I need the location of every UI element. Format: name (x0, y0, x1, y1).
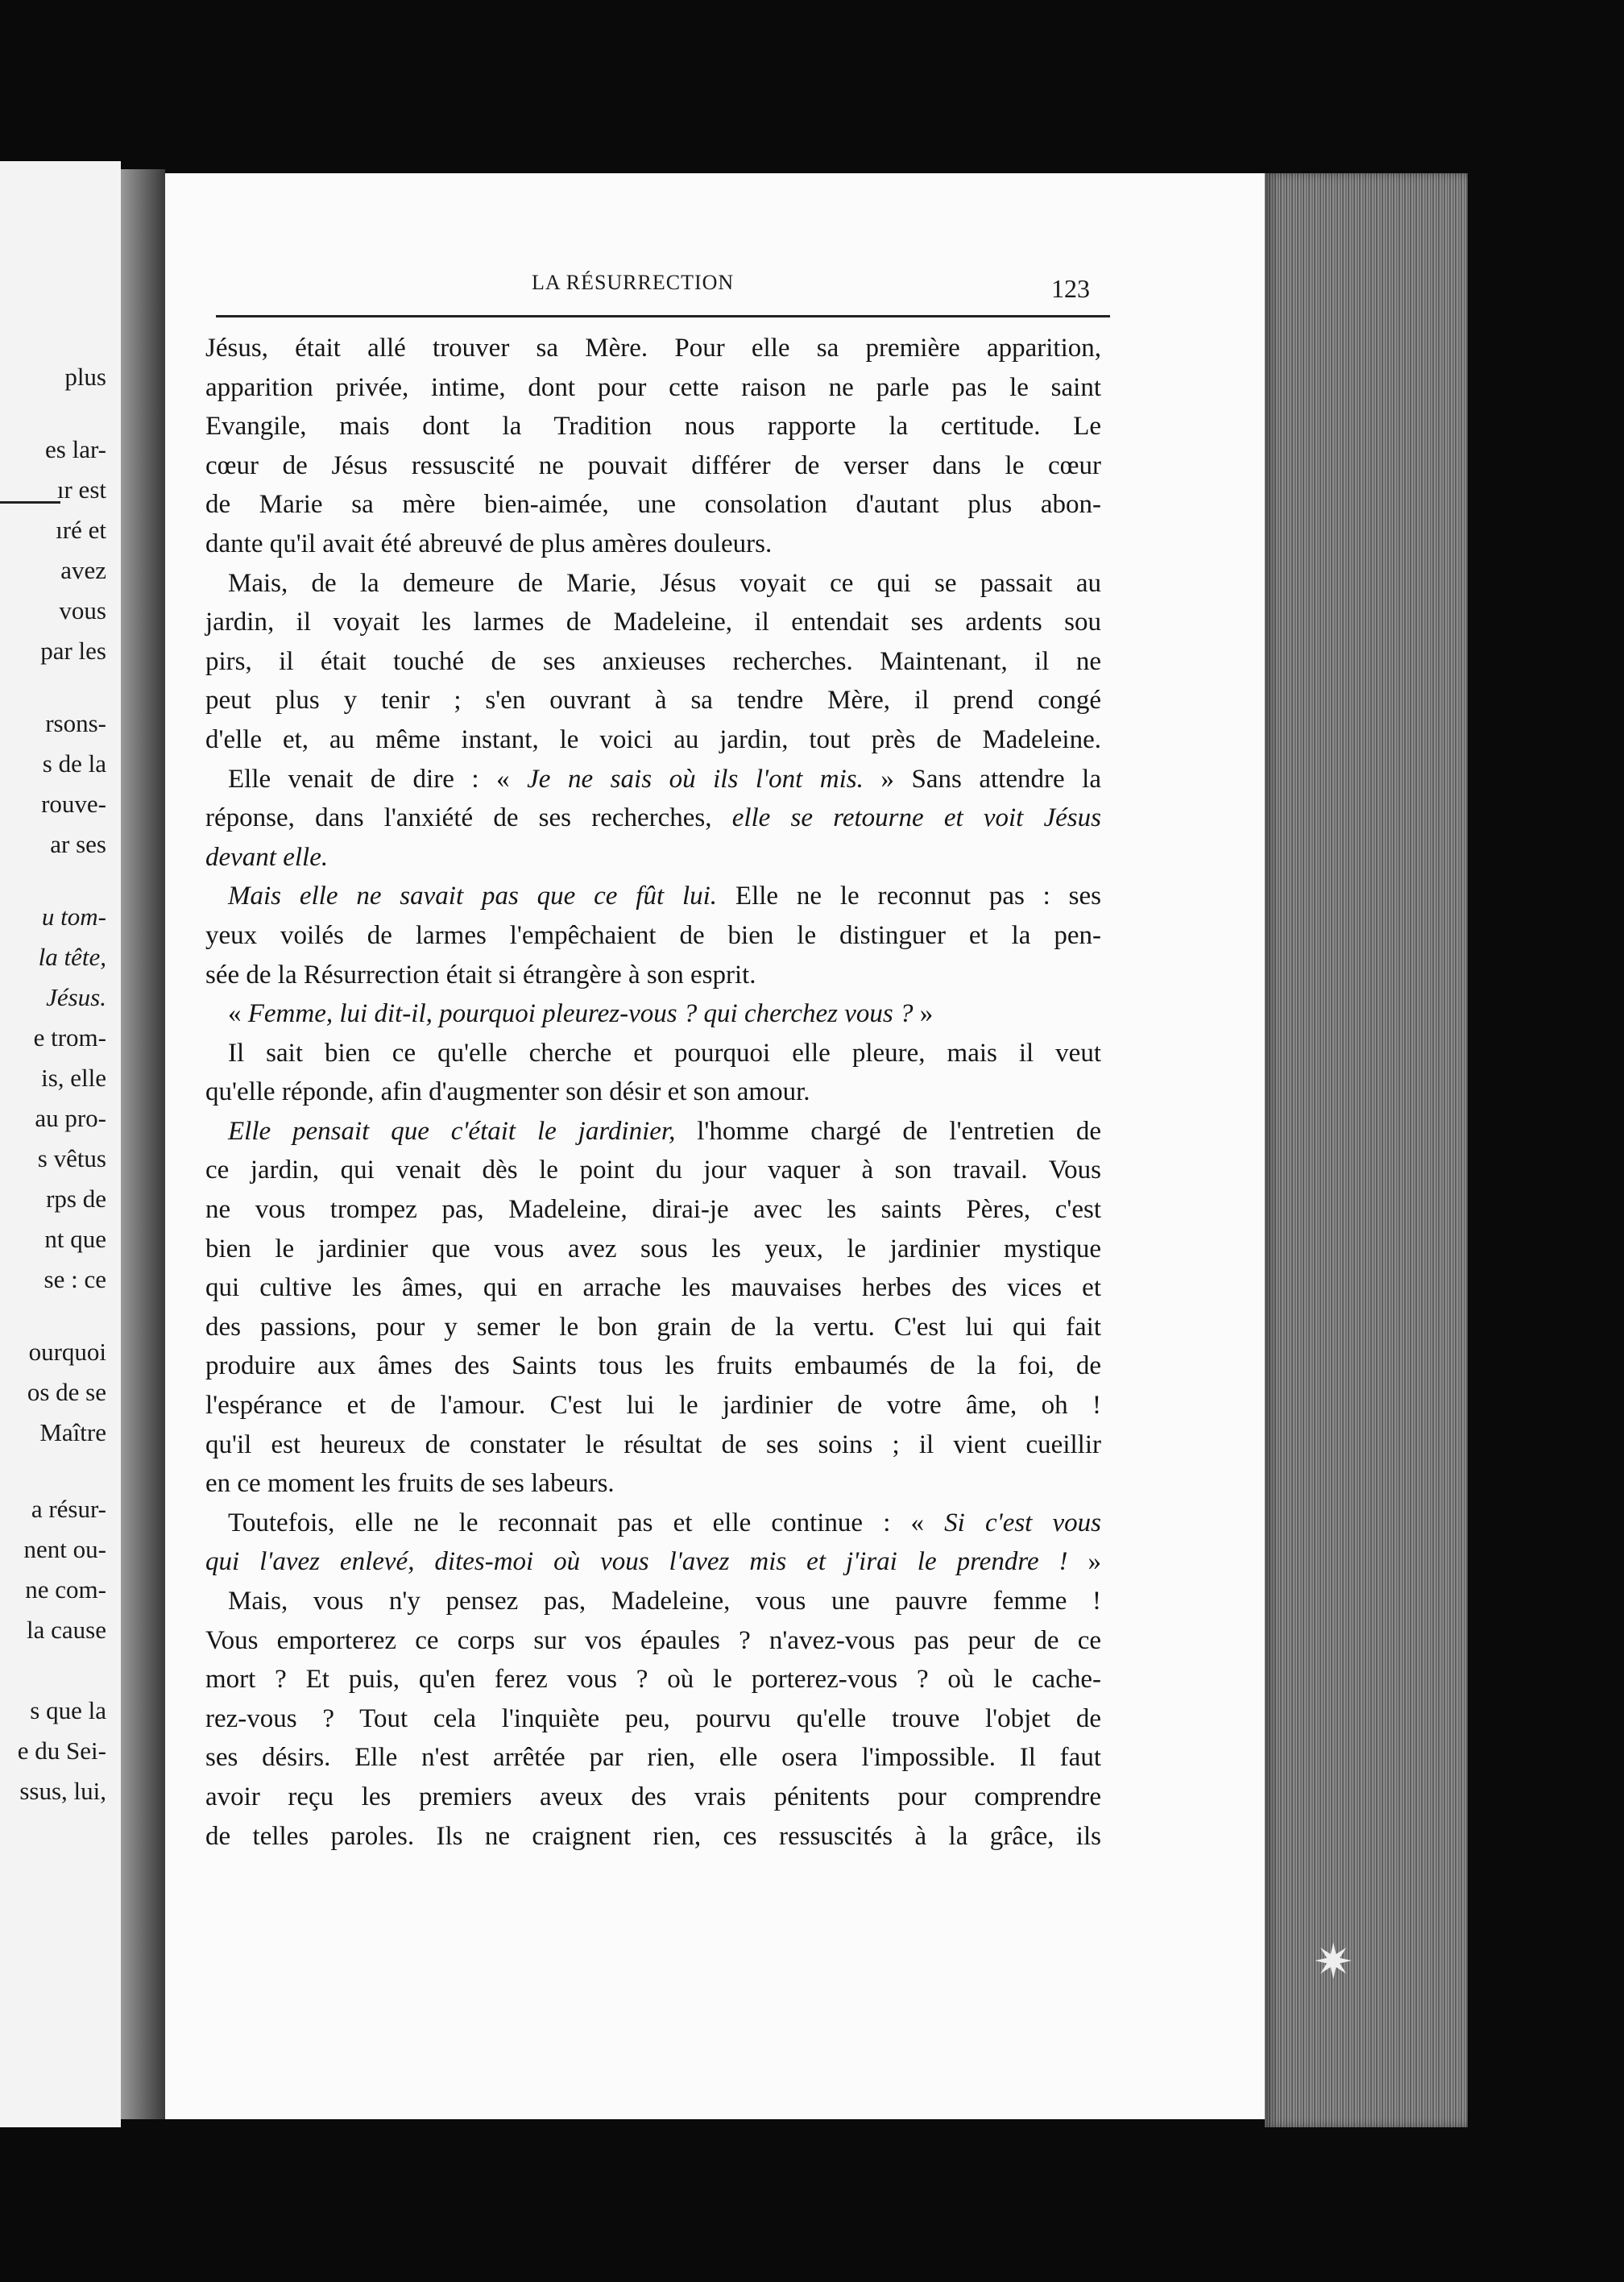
text-segment: jardin, il voyait les larmes de Madeleine, il entendait ses ardents sou (205, 608, 1101, 637)
running-head: LA RÉSURRECTION (532, 271, 735, 294)
facing-page-fragment: avez (60, 556, 106, 584)
facing-page-fragment: la tête, (38, 943, 106, 971)
text-line (205, 1504, 1101, 1543)
text-line (205, 1112, 1101, 1151)
facing-page-fragment: Jésus. (46, 983, 106, 1011)
text-segment: Elle ne le reconnut pas : ses (717, 882, 1102, 911)
facing-page-fragment: au pro- (35, 1104, 106, 1132)
text-segment: Jésus, était allé trouver sa Mère. Pour elle sa première apparition, (205, 334, 1101, 363)
facing-page-fragment: ne com- (25, 1575, 106, 1604)
facing-page-fragment: s de la (42, 749, 106, 778)
text-line (205, 603, 1101, 642)
text-line (205, 1073, 1101, 1112)
text-line (205, 368, 1101, 408)
facing-page-fragment: e trom- (33, 1023, 106, 1052)
text-segment: ne vous trompez pas, Madeleine, dirai-je avec les saints Pères, c'est (205, 1195, 1101, 1225)
text-line (205, 760, 1101, 799)
facing-page-fragment: u tom- (41, 902, 106, 931)
facing-page-fragment: ssus, lui, (19, 1777, 106, 1805)
text-segment: dante qu'il avait été abreuvé de plus amères douleurs. (205, 529, 773, 558)
facing-page-fragment: rsons- (45, 709, 106, 737)
italic-text: devant elle. (205, 842, 329, 872)
text-line (205, 485, 1101, 525)
text-segment: produire aux âmes des Saints tous les fruits embaumés de la foi, de (205, 1351, 1101, 1381)
text-segment: Elle venait de dire : « (228, 764, 528, 794)
facing-page-fragment: is, elle (41, 1064, 106, 1092)
text-segment: de Marie sa mère bien-aimée, une consolation d'autant plus abon- (205, 490, 1101, 520)
text-segment: sée de la Résurrection était si étrangère à son esprit. (205, 960, 756, 990)
facing-page-fragment: ar ses (50, 830, 106, 858)
text-segment: Evangile, mais dont la Tradition nous rapporte la certitude. Le (205, 412, 1101, 442)
text-line (205, 1386, 1101, 1425)
facing-page-rule (0, 501, 60, 504)
text-line (205, 720, 1101, 760)
text-segment: pirs, il était touché de ses anxieuses recherches. Maintenant, il ne (205, 646, 1101, 676)
text-segment: d'elle et, au même instant, le voici au jardin, tout près de Madeleine. (205, 724, 1101, 754)
text-line (205, 1034, 1101, 1073)
text-segment: Il sait bien ce qu'elle cherche et pourquoi elle pleure, mais il veut (228, 1038, 1101, 1068)
text-line (205, 1778, 1101, 1817)
text-line (205, 1308, 1101, 1347)
text-line (205, 1464, 1101, 1504)
text-segment: rez-vous ? Tout cela l'inquiète peu, pourvu qu'elle trouve l'objet de (205, 1703, 1101, 1733)
text-line (205, 407, 1101, 446)
facing-page-fragment: Maître (39, 1418, 106, 1446)
text-line (205, 1425, 1101, 1465)
facing-page-fragment: vous (59, 596, 106, 624)
facing-page-fragment: ıré et (56, 516, 106, 544)
text-segment: l'espérance et de l'amour. C'est lui le jardinier de votre âme, oh ! (205, 1391, 1101, 1421)
text-segment: yeux voilés de larmes l'empêchaient de bien le distinguer et la pen- (205, 920, 1101, 950)
text-segment: l'homme chargé de l'entretien de (675, 1116, 1101, 1146)
facing-page-fragment: e du Sei- (17, 1736, 106, 1765)
text-segment: réponse, dans l'anxiété de ses recherches, (205, 803, 732, 833)
text-line (205, 877, 1101, 916)
text-line (205, 1268, 1101, 1308)
italic-text: Mais elle ne savait pas que ce fût lui. (228, 882, 718, 911)
text-line (205, 329, 1101, 368)
text-line (205, 956, 1101, 995)
italic-text: Femme, lui dit-il, pourquoi pleurez-vous ? qui cherchez vous ? (247, 999, 914, 1029)
facing-page-fragment: os de se (27, 1378, 106, 1406)
italic-text: Si c'est vous (944, 1508, 1101, 1537)
text-segment: Vous emporterez ce corps sur vos épaules ? n'avez-vous pas peur de ce (205, 1625, 1101, 1655)
text-line (205, 1542, 1101, 1582)
text-line (205, 1230, 1101, 1269)
facing-page-fragment: s que la (30, 1696, 106, 1724)
text-line (205, 1151, 1101, 1190)
text-line (205, 446, 1101, 486)
facing-page-fragment: es lar- (45, 435, 106, 463)
facing-page-fragment: ourquoi (28, 1338, 106, 1366)
text-segment: mort ? Et puis, qu'en ferez vous ? où le porterez-vous ? où le cache- (205, 1665, 1101, 1695)
text-segment: Toutefois, elle ne le reconnait pas et elle continue : « (228, 1508, 945, 1537)
italic-text: Elle pensait que c'était le jardinier, (228, 1116, 676, 1146)
italic-text: Je ne sais où ils l'ont mis. (527, 764, 864, 794)
text-segment: des passions, pour y semer le bon grain de la vertu. C'est lui qui fait (205, 1312, 1101, 1342)
text-segment: ses désirs. Elle n'est arrêtée par rien, elle osera l'impossible. Il faut (205, 1743, 1101, 1773)
facing-page-fragment: a résur- (31, 1495, 106, 1523)
header-rule (216, 315, 1110, 317)
facing-page (0, 161, 121, 2127)
text-line (205, 838, 1101, 878)
text-line (205, 681, 1101, 720)
text-segment: qu'elle réponde, afin d'augmenter son désir et son amour. (205, 1077, 810, 1107)
text-segment: » Sans attendre la (863, 764, 1101, 794)
text-line (205, 1582, 1101, 1621)
text-segment: peut plus y tenir ; s'en ouvrant à sa tendre Mère, il prend congé (205, 686, 1101, 716)
text-line (205, 1817, 1101, 1857)
text-segment: qu'il est heureux de constater le résultat de ses soins ; il vient cueillir (205, 1429, 1101, 1459)
text-line (205, 1346, 1101, 1386)
book-gutter (121, 169, 165, 2119)
italic-text: qui l'avez enlevé, dites-moi où vous l'avez mis et j'irai le prendre ! (205, 1547, 1068, 1577)
italic-text: elle se retourne et voit Jésus (731, 803, 1101, 833)
text-segment: « (228, 999, 248, 1029)
page-edges (1265, 173, 1468, 2127)
facing-page-fragment: se : ce (44, 1265, 106, 1293)
text-line (205, 799, 1101, 838)
text-line (205, 1660, 1101, 1699)
text-line (205, 1621, 1101, 1661)
text-segment: cœur de Jésus ressuscité ne pouvait différer de verser dans le cœur (205, 450, 1101, 480)
text-line (205, 1190, 1101, 1230)
text-segment: » (913, 999, 934, 1029)
text-segment: ce jardin, qui venait dès le point du jour vaquer à son travail. Vous (205, 1156, 1101, 1185)
text-segment: Mais, de la demeure de Marie, Jésus voyait ce qui se passait au (228, 568, 1101, 598)
page-number: 123 (1051, 274, 1090, 303)
text-line (205, 994, 1101, 1034)
text-line (205, 1699, 1101, 1739)
text-line (205, 564, 1101, 604)
text-segment: Mais, vous n'y pensez pas, Madeleine, vous une pauvre femme ! (228, 1587, 1101, 1616)
text-segment: apparition privée, intime, dont pour cette raison ne parle pas le saint (205, 372, 1101, 402)
text-segment: de telles paroles. Ils ne craignent rien, ces ressuscités à la grâce, ils (205, 1821, 1101, 1851)
text-segment: avoir reçu les premiers aveux des vrais pénitents pour comprendre (205, 1782, 1101, 1811)
facing-page-fragment: nt que (44, 1225, 106, 1253)
facing-page-fragment: nent ou- (23, 1535, 106, 1563)
facing-page-fragment: par les (40, 637, 106, 665)
facing-page-fragment: rouve- (41, 790, 106, 818)
facing-page-fragment: plus (64, 363, 106, 391)
text-line (205, 916, 1101, 956)
text-line (205, 642, 1101, 682)
text-line (205, 1738, 1101, 1778)
page-body (205, 329, 1101, 1856)
text-segment: en ce moment les fruits de ses labeurs. (205, 1469, 615, 1499)
facing-page-fragment: la cause (27, 1616, 106, 1644)
text-segment: bien le jardinier que vous avez sous les yeux, le jardinier mystique (205, 1234, 1101, 1263)
facing-page-fragment: ır est (56, 475, 106, 504)
facing-page-fragment: rps de (46, 1185, 106, 1213)
stamp-mark: ✷ (1313, 1934, 1354, 1990)
text-line (205, 525, 1101, 564)
facing-page-fragment: s vêtus (37, 1144, 106, 1172)
text-segment: » (1067, 1547, 1101, 1577)
text-segment: qui cultive les âmes, qui en arrache les mauvaises herbes des vices et (205, 1273, 1101, 1303)
